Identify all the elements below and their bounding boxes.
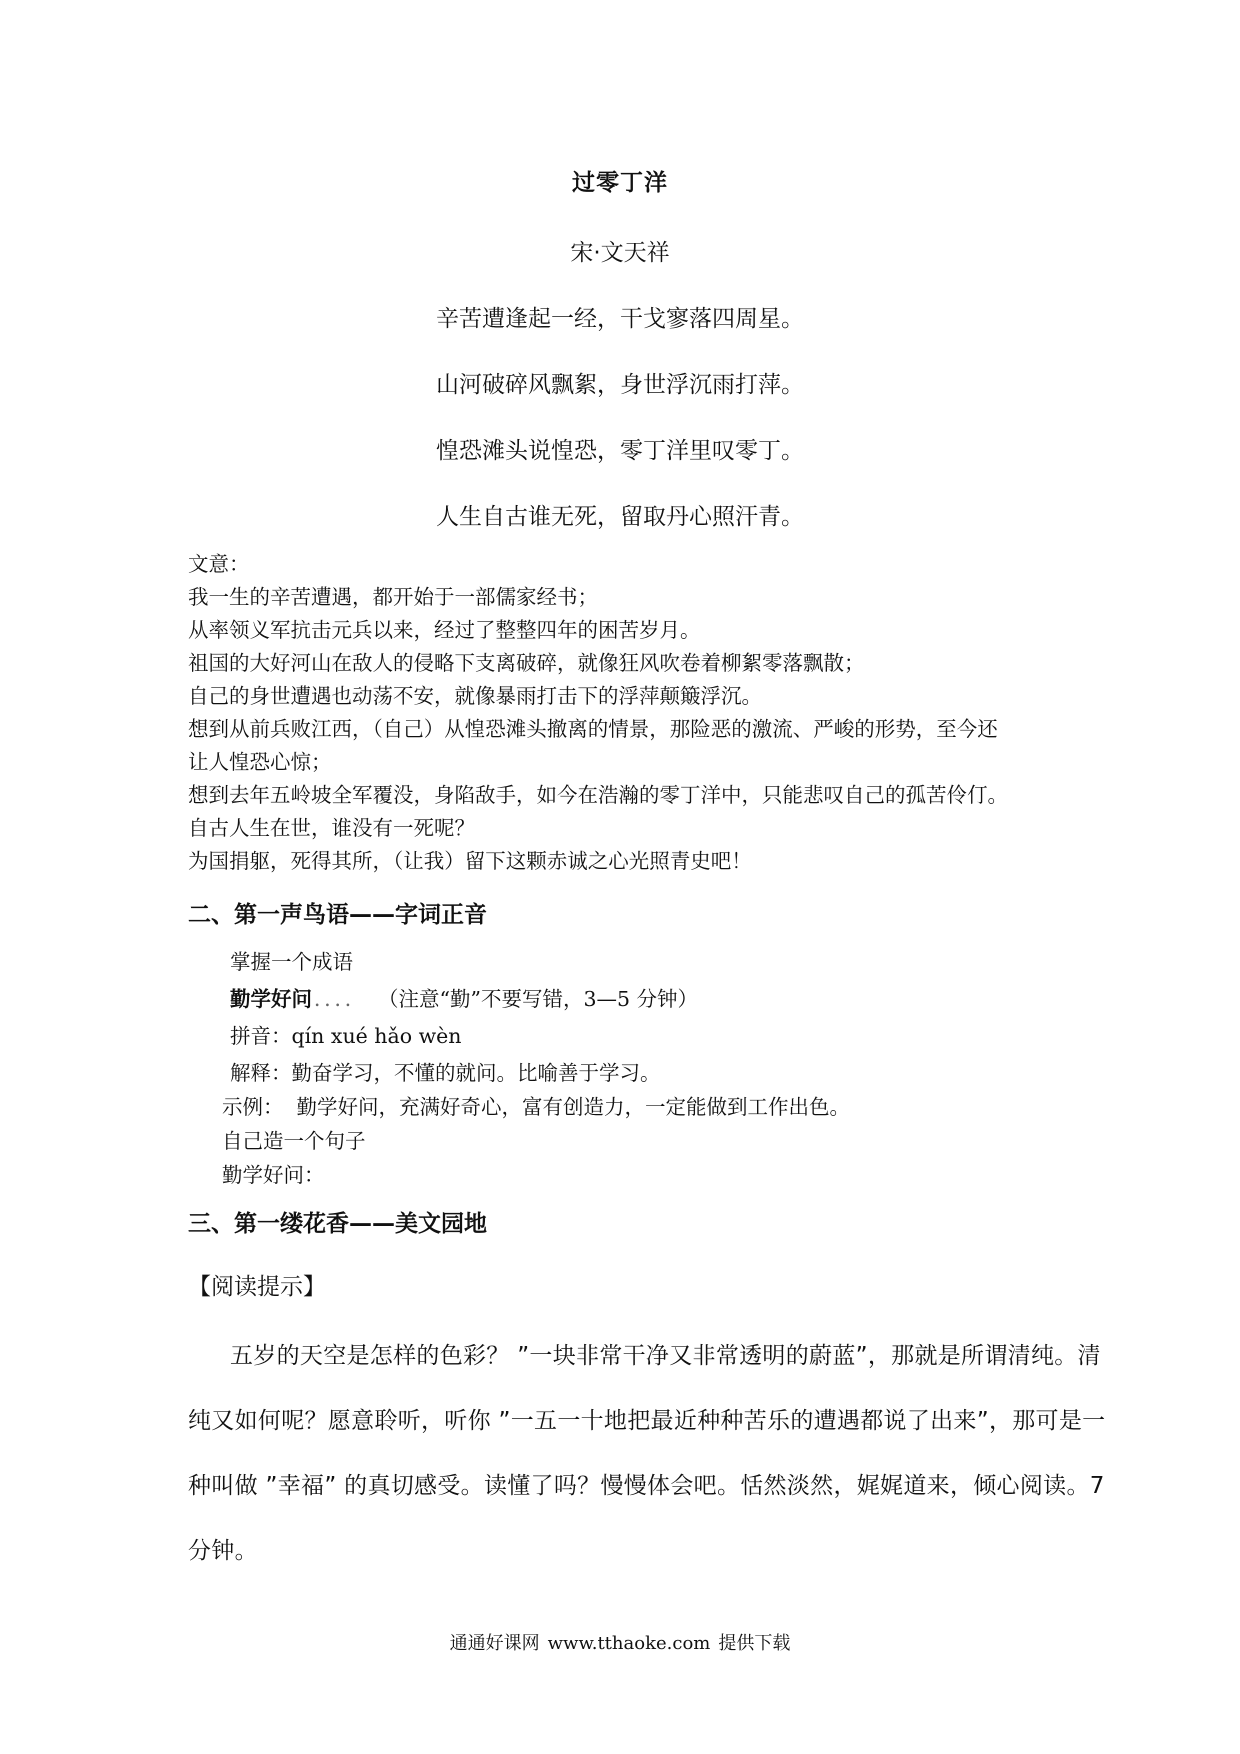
idiom-note: （注意“勤”不要写错，3—5 分钟）	[378, 987, 699, 1011]
footer	[0, 1629, 1240, 1655]
poem-title: 过零丁洋	[572, 170, 668, 196]
make-sentence-label: 自己造一个句子	[222, 1129, 366, 1153]
translation-line: 从率领义军抗击元兵以来，经过了整整四年的困苦岁月。	[188, 618, 701, 642]
footer-suffix: 提供下载	[718, 1633, 791, 1654]
idiom-explanation: 解释：勤奋学习，不懂的就问。比喻善于学习。	[230, 1061, 661, 1085]
paragraph-line: 五岁的天空是怎样的色彩？ ”一块非常干净又非常透明的蔚蓝”，那就是所谓清纯。清	[230, 1343, 1101, 1369]
poem-line: 山河破碎风飘絮，身世浮沉雨打萍。	[436, 372, 804, 398]
poem-line: 辛苦遭逢起一经，干戈寥落四周星。	[436, 306, 804, 332]
poem-line: 人生自古谁无死，留取丹心照汗青。	[436, 504, 804, 530]
translation-line: 我一生的辛苦遭遇，都开始于一部儒家经书；	[188, 585, 598, 609]
translation-label: 文意：	[188, 552, 250, 576]
translation-line: 祖国的大好河山在敌人的侵略下支离破碎，就像狂风吹卷着柳絮零落飘散；	[188, 651, 865, 675]
footer-site-name: 通通好课网	[449, 1633, 540, 1654]
paragraph-line: 分钟。	[188, 1538, 258, 1564]
section-heading: 三、第一缕花香——美文园地	[188, 1211, 487, 1237]
idiom-row	[230, 982, 365, 1012]
emphasis-dots: ．．．．	[314, 987, 366, 1011]
sentence-prompt: 勤学好问：	[222, 1163, 325, 1187]
idiom-word: 勤学好问	[230, 987, 312, 1011]
translation-line: 自己的身世遭遇也动荡不安，就像暴雨打击下的浮萍颠簸浮沉。	[188, 684, 762, 708]
paragraph-line: 纯又如何呢？愿意聆听，听你 ”一五一十地把最近种种苦乐的遭遇都说了出来”，那可是一	[188, 1408, 1106, 1434]
translation-line: 想到从前兵败江西，（自己）从惶恐滩头撤离的情景，那险恶的激流、严峻的形势，至今还	[188, 717, 998, 741]
reading-hint-label: 【阅读提示】	[188, 1274, 326, 1300]
paragraph-line: 种叫做 ”幸福” 的真切感受。读懂了吗？慢慢体会吧。恬然淡然，娓娓道来，倾心阅读。7	[188, 1473, 1105, 1499]
footer-url[interactable]: www.tthaoke.com	[547, 1633, 711, 1654]
translation-line: 想到去年五岭坡全军覆没，身陷敌手，如今在浩瀚的零丁洋中，只能悲叹自己的孤苦伶仃。	[188, 783, 1008, 807]
translation-line: 为国捐躯，死得其所，（让我）留下这颗赤诚之心光照青史吧！	[188, 849, 752, 873]
idiom-pinyin: 拼音：qín xué hǎo wèn	[230, 1024, 462, 1048]
poem-author: 宋·文天祥	[570, 240, 670, 266]
translation-line: 让人惶恐心惊；	[188, 750, 332, 774]
idiom-intro: 掌握一个成语	[230, 950, 353, 974]
idiom-example: 示例： 勤学好问，充满好奇心，富有创造力，一定能做到工作出色。	[222, 1095, 851, 1119]
poem-line: 惶恐滩头说惶恐，零丁洋里叹零丁。	[436, 438, 804, 464]
translation-line: 自古人生在世，谁没有一死呢？	[188, 816, 475, 840]
section-heading: 二、第一声鸟语——字词正音	[188, 902, 487, 928]
